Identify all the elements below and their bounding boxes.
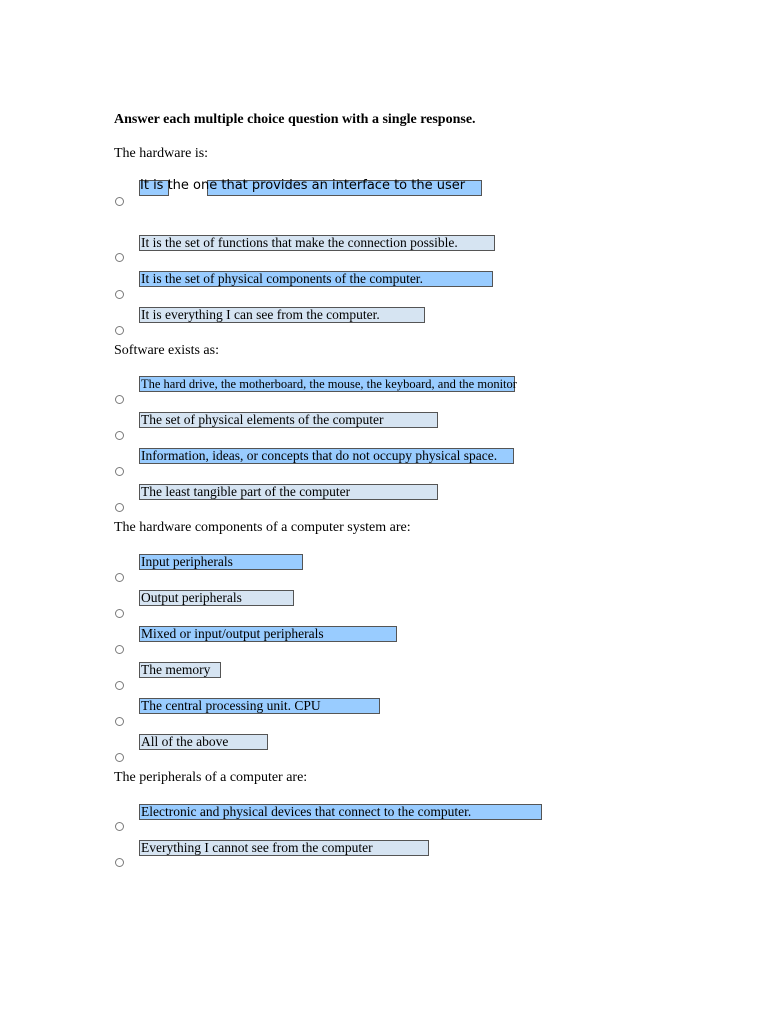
q2-option-4-label[interactable]: The least tangible part of the computer [139, 484, 438, 500]
q1-option-2-label[interactable]: It is the set of functions that make the connection possible. [139, 235, 495, 251]
q2-option-3-label[interactable]: Information, ideas, or concepts that do not occupy physical space. [139, 448, 514, 464]
q1-option-3-label[interactable]: It is the set of physical components of the computer. [139, 271, 493, 287]
q3-option-2-radio[interactable] [115, 609, 124, 618]
q1-option-3-radio[interactable] [115, 290, 124, 299]
q1-option-2-radio[interactable] [115, 253, 124, 262]
q2-option-1-label[interactable]: The hard drive, the motherboard, the mouse, the keyboard, and the monitor [141, 377, 517, 391]
q2-option-4-radio[interactable] [115, 503, 124, 512]
q3-option-3-radio[interactable] [115, 645, 124, 654]
q3-option-6-radio[interactable] [115, 753, 124, 762]
question-4-prompt: The peripherals of a computer are: [114, 770, 308, 785]
q1-option-1-radio[interactable] [115, 197, 124, 206]
q4-option-2-label[interactable]: Everything I cannot see from the computer [139, 840, 429, 856]
q4-option-1-radio[interactable] [115, 822, 124, 831]
q1-option-1-label: It is the one that provides an interface to the user [140, 178, 466, 193]
q1-option-4-radio[interactable] [115, 326, 124, 335]
instructions-heading: Answer each multiple choice question with a single response. [114, 112, 476, 127]
q2-option-3-radio[interactable] [115, 467, 124, 476]
q3-option-1-radio[interactable] [115, 573, 124, 582]
question-2-prompt: Software exists as: [114, 343, 219, 358]
q3-option-4-label[interactable]: The memory [139, 662, 221, 678]
q3-option-5-label[interactable]: The central processing unit. CPU [139, 698, 380, 714]
q4-option-2-radio[interactable] [115, 858, 124, 867]
q3-option-5-radio[interactable] [115, 717, 124, 726]
q2-option-2-label[interactable]: The set of physical elements of the computer [139, 412, 438, 428]
q1-option-4-label[interactable]: It is everything I can see from the computer. [139, 307, 425, 323]
q3-option-6-label[interactable]: All of the above [139, 734, 268, 750]
question-3-prompt: The hardware components of a computer system are: [114, 520, 411, 535]
q2-option-2-radio[interactable] [115, 431, 124, 440]
q3-option-1-label[interactable]: Input peripherals [139, 554, 303, 570]
q2-option-1-radio[interactable] [115, 395, 124, 404]
q3-option-2-label[interactable]: Output peripherals [139, 590, 294, 606]
q3-option-4-radio[interactable] [115, 681, 124, 690]
q3-option-3-label[interactable]: Mixed or input/output peripherals [139, 626, 397, 642]
question-1-prompt: The hardware is: [114, 146, 209, 161]
q4-option-1-label[interactable]: Electronic and physical devices that connect to the computer. [139, 804, 542, 820]
